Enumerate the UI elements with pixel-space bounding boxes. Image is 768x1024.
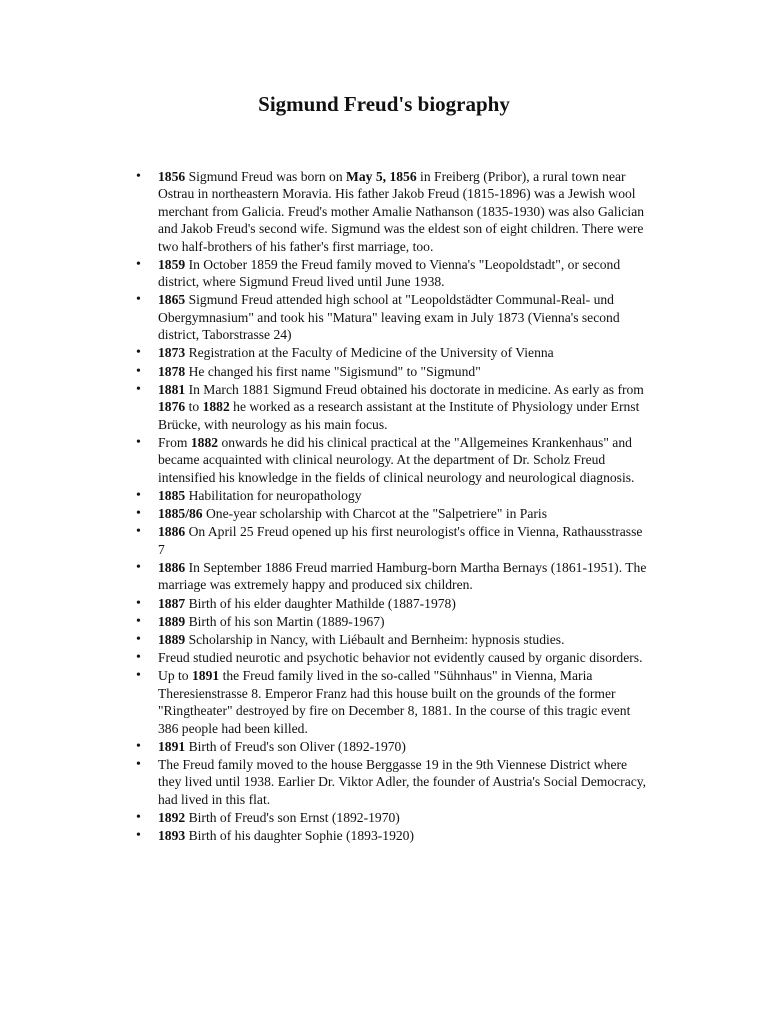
date-text: 1876 xyxy=(158,399,186,415)
list-item xyxy=(158,363,650,380)
date-text: 1887 xyxy=(158,595,186,611)
date-text: 1889 xyxy=(158,613,186,629)
date-text: 1885 xyxy=(158,487,186,503)
list-item xyxy=(158,381,650,433)
date-text: 1881 xyxy=(158,381,186,397)
list-item xyxy=(158,649,650,666)
date-text: 1885/86 xyxy=(158,506,203,522)
item-text: From xyxy=(158,434,191,450)
date-text: May 5, 1856 xyxy=(346,169,417,184)
item-text: Habilitation for neuropathology xyxy=(185,487,362,503)
item-text: Sigmund Freud attended high school at "Leopoldstädter Communal-Real- und Obergymnasium" and took his "Matura" leaving exam in July 1873 (Vienna's second district, Taborstrasse 24) xyxy=(158,292,620,343)
item-text: Sigmund Freud was born on xyxy=(185,169,347,184)
page-title: Sigmund Freud's biography xyxy=(258,92,510,116)
list-item xyxy=(158,344,650,361)
item-text: Freud studied neurotic and psychotic behavior not evidently caused by organic disorders. xyxy=(158,650,643,666)
list-item xyxy=(158,559,650,594)
item-text: He changed his first name "Sigismund" to "Sigmund" xyxy=(185,363,481,379)
item-text: One-year scholarship with Charcot at the "Salpetriere" in Paris xyxy=(202,506,547,522)
date-text: 1886 xyxy=(158,559,186,575)
item-text: in Freiberg (Pribor), a rural town near Ostrau in northeastern Moravia. His father Jakob Freud (1815-1896) was a Jewish wool merchant from Galicia. Freud's mother Amalie Nathanson (1835-1930) was also Galician and Jakob Freud's second wife. Sigmund was the eldest son of eight children. There were two half-brothers of his father's first marriage, too. xyxy=(158,169,645,254)
date-text: 1892 xyxy=(158,809,186,825)
list-item xyxy=(158,487,650,504)
item-text: Scholarship in Nancy, with Liébault and Bernheim: hypnosis studies. xyxy=(185,631,565,647)
date-text: 1856 xyxy=(158,169,186,184)
item-text: Birth of his daughter Sophie (1893-1920) xyxy=(185,828,414,844)
item-text: Up to xyxy=(158,668,192,684)
date-text: 1886 xyxy=(158,524,186,540)
item-text: Registration at the Faculty of Medicine of the University of Vienna xyxy=(185,345,554,361)
item-text: In September 1886 Freud married Hamburg-born Martha Bernays (1861-1951). The marriage was extremely happy and produced six children. xyxy=(158,559,647,593)
biography-list xyxy=(158,168,650,845)
item-text: Birth of Freud's son Oliver (1892-1970) xyxy=(185,738,406,754)
date-text: 1889 xyxy=(158,631,186,647)
date-text: 1873 xyxy=(158,345,186,361)
list-item xyxy=(158,505,650,522)
list-item xyxy=(158,291,650,343)
date-text: 1882 xyxy=(202,399,230,415)
list-item xyxy=(158,827,650,844)
list-item xyxy=(158,667,650,737)
list-item xyxy=(158,613,650,630)
list-item xyxy=(158,809,650,826)
item-text: onwards he did his clinical practical at the "Allgemeines Krankenhaus" and became acquainted with clinical neurology. At the department of Dr. Scholz Freud intensified his knowledge in the fields of clinical neurology and neurological diagnosis. xyxy=(158,434,635,485)
list-item xyxy=(158,738,650,755)
item-text: Birth of his son Martin (1889-1967) xyxy=(185,613,385,629)
list-item xyxy=(158,595,650,612)
item-text: In March 1881 Sigmund Freud obtained his doctorate in medicine. As early as from xyxy=(185,381,644,397)
list-item xyxy=(158,631,650,648)
list-item xyxy=(158,756,650,808)
date-text: 1878 xyxy=(158,363,186,379)
list-item xyxy=(158,256,650,291)
list-item xyxy=(158,434,650,486)
date-text: 1859 xyxy=(158,256,186,272)
item-text: he worked as a research assistant at the Institute of Physiology under Ernst Brücke, with neurology as his main focus. xyxy=(158,399,640,432)
item-text: In October 1859 the Freud family moved to Vienna's "Leopoldstadt", or second district, where Sigmund Freud lived until June 1938. xyxy=(158,256,621,290)
item-text: the Freud family lived in the so-called "Sühnhaus" in Vienna, Maria Theresienstrasse 8. Emperor Franz had this house built on the grounds of the former "Ringtheater" destroyed by fire on December 8, 1881. In the course of this tragic event 386 people had been killed. xyxy=(158,668,631,736)
list-item xyxy=(158,523,650,558)
date-text: 1882 xyxy=(190,434,219,450)
item-text: Birth of Freud's son Ernst (1892-1970) xyxy=(185,809,400,825)
date-text: 1893 xyxy=(158,828,186,844)
date-text: 1865 xyxy=(158,292,186,308)
list-item xyxy=(158,168,650,255)
item-text: Birth of his elder daughter Mathilde (1887-1978) xyxy=(185,595,456,611)
date-text: 1891 xyxy=(158,738,186,754)
item-text: On April 25 Freud opened up his first neurologist's office in Vienna, Rathausstrasse 7 xyxy=(158,524,643,557)
item-text: The Freud family moved to the house Berggasse 19 in the 9th Viennese District where they lived until 1938. Earlier Dr. Viktor Adler, the founder of Austria's Social Democracy, had lived in this flat. xyxy=(158,756,647,807)
date-text: 1891 xyxy=(191,668,220,684)
item-text: to xyxy=(185,399,203,415)
